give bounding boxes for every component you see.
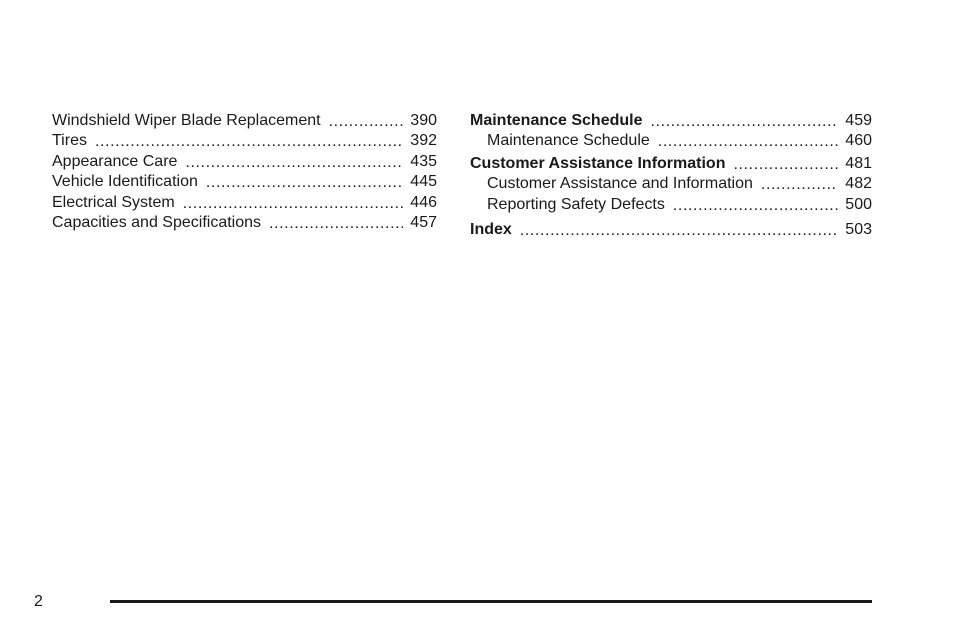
dot-leader [95, 133, 403, 151]
toc-section-entry[interactable] [470, 153, 872, 174]
dot-leader [206, 174, 403, 192]
toc-entry[interactable] [52, 172, 437, 193]
toc-section-title: Index [470, 221, 512, 238]
toc-entry-title: Windshield Wiper Blade Replacement [52, 111, 321, 129]
toc-entry-page: 390 [410, 111, 437, 129]
toc-entry[interactable] [52, 192, 437, 213]
dot-leader [673, 197, 838, 215]
toc-entry-page: 503 [845, 221, 872, 238]
toc-entry[interactable] [52, 131, 437, 152]
toc-entry-page: 481 [845, 154, 872, 172]
dot-leader [658, 133, 838, 151]
toc-entry-page: 459 [845, 111, 872, 129]
toc-entry-title: Electrical System [52, 193, 175, 211]
toc-entry[interactable] [52, 213, 437, 234]
toc-entry-title: Vehicle Identification [52, 173, 198, 190]
toc-section-entry[interactable] [470, 110, 872, 131]
toc-section-title: Customer Assistance Information [470, 154, 726, 172]
toc-entry[interactable] [52, 151, 437, 172]
toc-entry-title: Reporting Safety Defects [487, 195, 665, 213]
toc-entry-page: 446 [410, 193, 437, 211]
toc-entry-page: 435 [410, 152, 437, 170]
toc-entry-title: Customer Assistance and Information [487, 175, 753, 192]
toc-subentry[interactable] [470, 131, 872, 152]
dot-leader [651, 113, 839, 131]
toc-entry-page: 460 [845, 132, 872, 149]
dot-leader [733, 156, 838, 174]
toc-entry-page: 500 [845, 195, 872, 213]
toc-entry-page: 445 [410, 173, 437, 190]
toc-section-entry[interactable] [470, 220, 872, 241]
dot-leader [269, 215, 403, 233]
toc-entry-page: 392 [410, 132, 437, 149]
dot-leader [183, 195, 403, 213]
toc-subentry[interactable] [470, 194, 872, 215]
toc-entry[interactable] [52, 110, 437, 131]
toc-entry-title: Capacities and Specifications [52, 214, 262, 231]
toc-section-title: Maintenance Schedule [470, 111, 643, 129]
dot-leader [520, 222, 838, 240]
footer-rule [110, 600, 872, 603]
toc-right-column [470, 110, 872, 240]
toc-entry-title: Maintenance Schedule [487, 132, 650, 149]
toc-subentry[interactable] [470, 174, 872, 195]
dot-leader [329, 113, 403, 131]
toc-left-column [52, 110, 437, 233]
toc-entry-page: 457 [410, 214, 437, 231]
toc-entry-page: 482 [845, 175, 872, 192]
dot-leader [761, 176, 838, 194]
dot-leader [185, 154, 403, 172]
toc-entry-title: Appearance Care [52, 152, 178, 170]
toc-entry-title: Tires [52, 132, 87, 149]
page-number: 2 [34, 593, 43, 610]
